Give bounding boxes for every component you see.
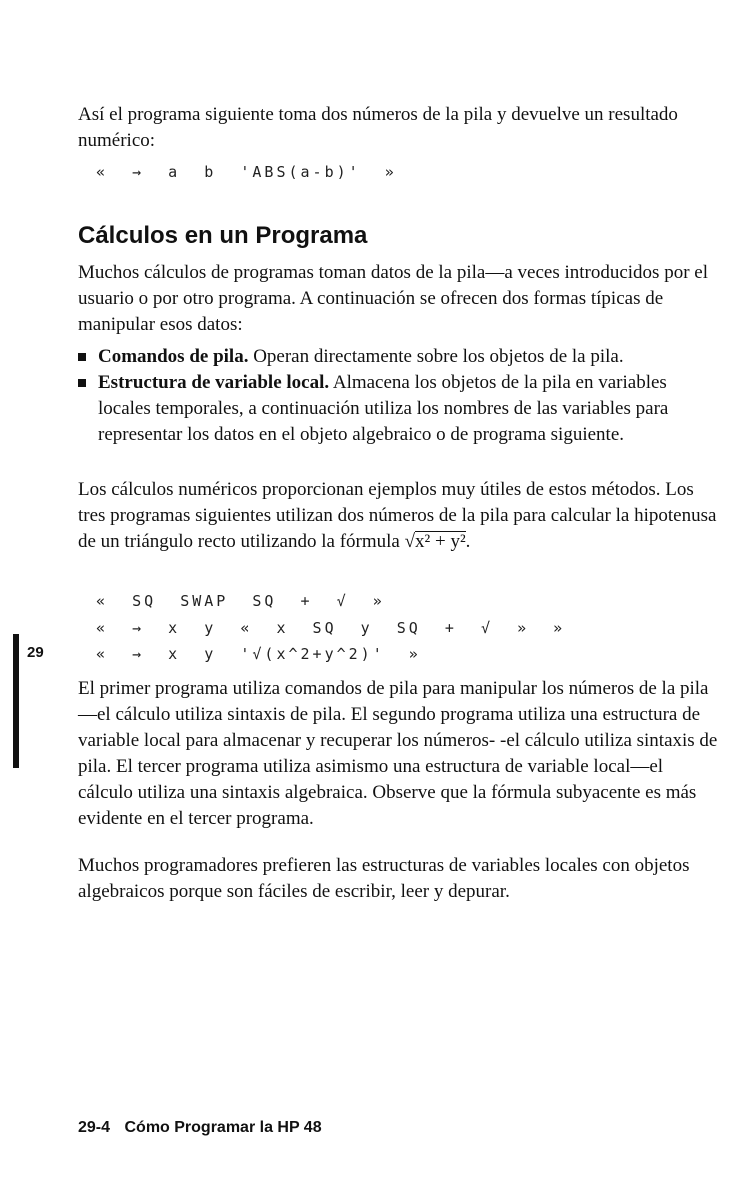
section-heading: Cálculos en un Programa bbox=[78, 222, 368, 249]
chapter-tab: 29 bbox=[27, 644, 44, 661]
intro-paragraph bbox=[78, 102, 718, 154]
section-paragraph-1 bbox=[78, 260, 718, 338]
paragraph-2-text: Los cálculos numéricos proporcionan ejemplos muy útiles de estos métodos. Los tres programas siguientes utilizan dos números de la pila para calcular la hipotenusa de un triángulo recto utilizando la fórmula bbox=[78, 479, 717, 552]
bullet-item-local-variable bbox=[78, 370, 718, 448]
section-paragraph-3 bbox=[78, 676, 718, 832]
page-number: 29-4 bbox=[78, 1119, 111, 1136]
bullet-text: Operan directamente sobre los objetos de la pila. bbox=[248, 346, 624, 367]
section-paragraph-2 bbox=[78, 477, 718, 555]
formula-text: x² + y² bbox=[415, 531, 466, 552]
formula-end: . bbox=[465, 531, 471, 552]
section-paragraph-4 bbox=[78, 853, 718, 905]
intro-text: Así el programa siguiente toma dos números de la pila y devuelve un resultado numérico: bbox=[78, 104, 678, 151]
bullet-square-icon bbox=[78, 379, 86, 387]
bullet-text: Almacena los objetos de la pila en variables locales temporales, a continuación utiliza los nombres de las variables para representar los datos en el objeto algebraico o de programa siguiente. bbox=[98, 372, 669, 445]
bullet-item-stack-commands bbox=[78, 344, 718, 370]
abs-program-code: « → a b 'ABS(a-b)' » bbox=[96, 163, 397, 181]
bullet-square-icon bbox=[78, 353, 86, 361]
bullet-term: Estructura de variable local. bbox=[98, 372, 330, 393]
paragraph-1-text: Muchos cálculos de programas toman datos de la pila—a veces introducidos por el usuario o por otro programa. A continuación se ofrecen dos formas típicas de manipular esos datos: bbox=[78, 262, 708, 335]
page-footer bbox=[78, 1119, 322, 1137]
program-2-code: « → x y « x SQ y SQ + √ » » bbox=[96, 619, 566, 637]
footer-title: Cómo Programar la HP 48 bbox=[124, 1119, 322, 1136]
program-1-code: « SQ SWAP SQ + √ » bbox=[96, 592, 385, 610]
paragraph-3-text: El primer programa utiliza comandos de pila para manipular los números de la pila—el cálculo utiliza sintaxis de pila. El segundo programa utiliza una estructura de variable local para almacenar y recuperar los números- -el cálculo utiliza sintaxis de pila. El tercer programa utiliza asimismo una estructura de variable local—el cálculo utiliza una sintaxis algebraica. Observe que la fórmula subyacente es más evidente en el tercer programa. bbox=[78, 678, 718, 829]
paragraph-4-text: Muchos programadores prefieren las estructuras de variables locales con objetos algebraicos porque son fáciles de escribir, leer y depurar. bbox=[78, 855, 690, 902]
hypotenuse-formula: √ x² + y² bbox=[404, 531, 466, 552]
bullet-term: Comandos de pila. bbox=[98, 346, 249, 367]
program-3-code: « → x y '√(x^2+y^2)' » bbox=[96, 645, 421, 663]
chapter-marker-bar bbox=[13, 634, 19, 768]
